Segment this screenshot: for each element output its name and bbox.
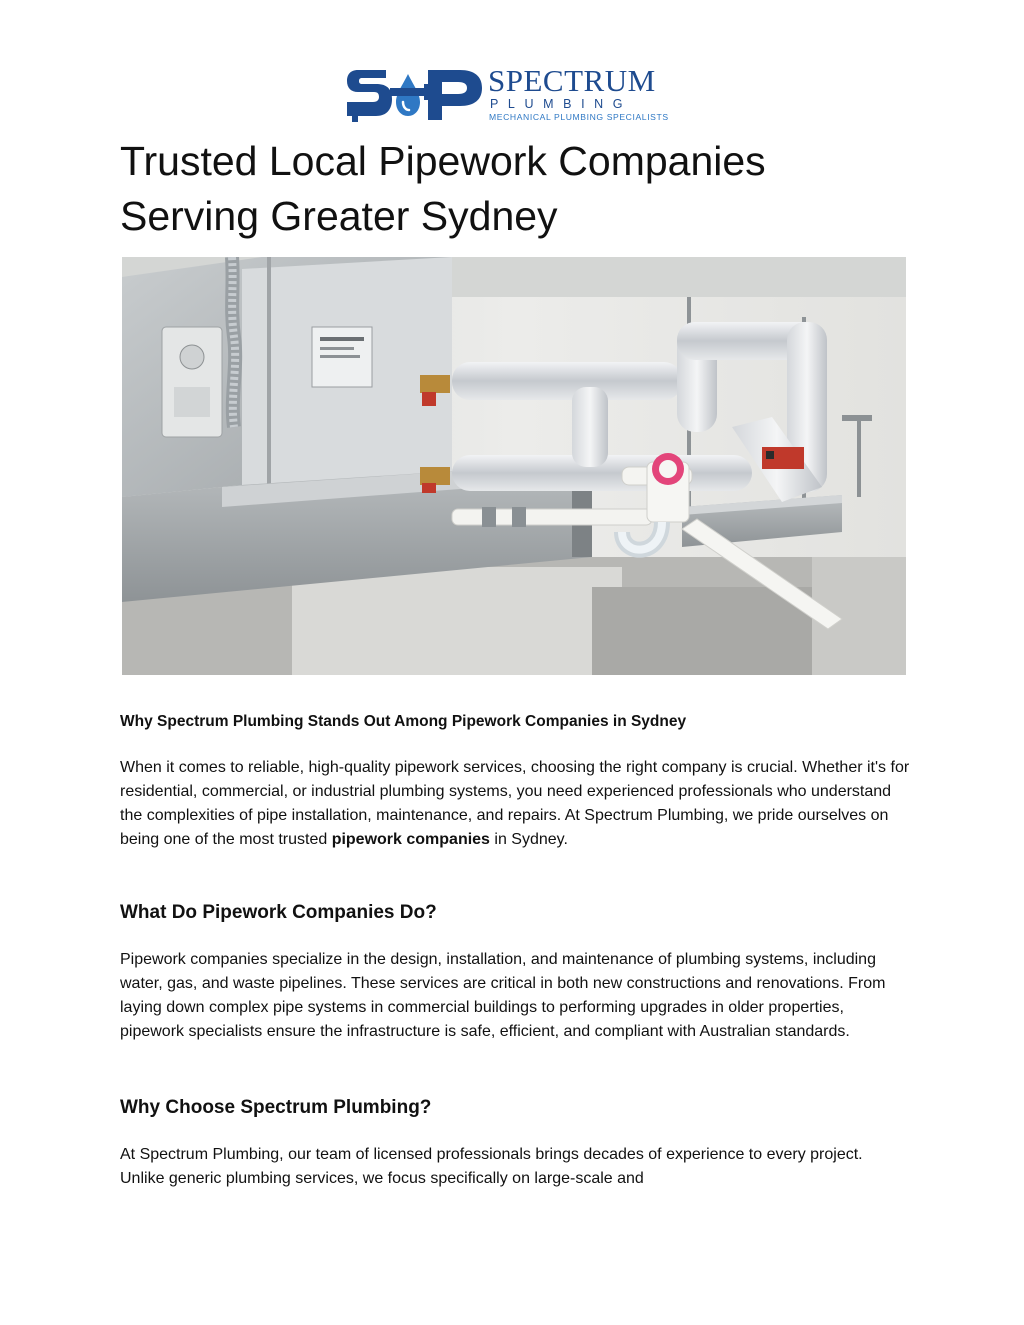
- logo-mark-icon: [344, 64, 486, 126]
- intro-paragraph-bold: pipework companies: [331, 831, 490, 848]
- logo-sub-name: PLUMBING: [490, 97, 633, 111]
- page-title: Trusted Local Pipework Companies Serving Greater Sydney: [120, 138, 766, 239]
- section-heading-why: Why Choose Spectrum Plumbing?: [120, 1097, 432, 1118]
- logo-tagline: MECHANICAL PLUMBING SPECIALISTS: [489, 112, 669, 122]
- pipework-photo: [122, 257, 906, 675]
- company-logo: [344, 64, 674, 126]
- logo-brand-name: SPECTRUM: [488, 63, 656, 98]
- intro-paragraph: [120, 756, 910, 852]
- intro-paragraph-text: When it comes to reliable, high-quality pipework services, choosing the right company is crucial. Whether it's for residential, commercial, or industrial plumbing systems, you need experienced professionals who understand the complexities of pipe installation, maintenance, and repairs. At Spectrum Plumbing, we pride ourselves on being one of the most trusted: [120, 759, 910, 848]
- section-heading-what: What Do Pipework Companies Do?: [120, 902, 437, 923]
- section-paragraph-what: Pipework companies specialize in the design, installation, and maintenance of plumbing systems, including water, gas, and waste pipelines. These services are critical in both new constructions and renovations. From laying down complex pipe systems in commercial buildings to performing upgrades in older properties, pipework specialists ensure the infrastructure is safe, efficient, and compliant with Australian standards.: [120, 951, 886, 1040]
- pipework-photo-icon: [122, 257, 906, 675]
- section-paragraph-why: At Spectrum Plumbing, our team of licensed professionals brings decades of experience to every project. Unlike generic plumbing services, we focus specifically on large-scale and: [120, 1146, 863, 1187]
- intro-heading: Why Spectrum Plumbing Stands Out Among Pipework Companies in Sydney: [120, 713, 687, 730]
- intro-paragraph-end: in Sydney.: [489, 831, 568, 848]
- logo-text: [488, 64, 674, 126]
